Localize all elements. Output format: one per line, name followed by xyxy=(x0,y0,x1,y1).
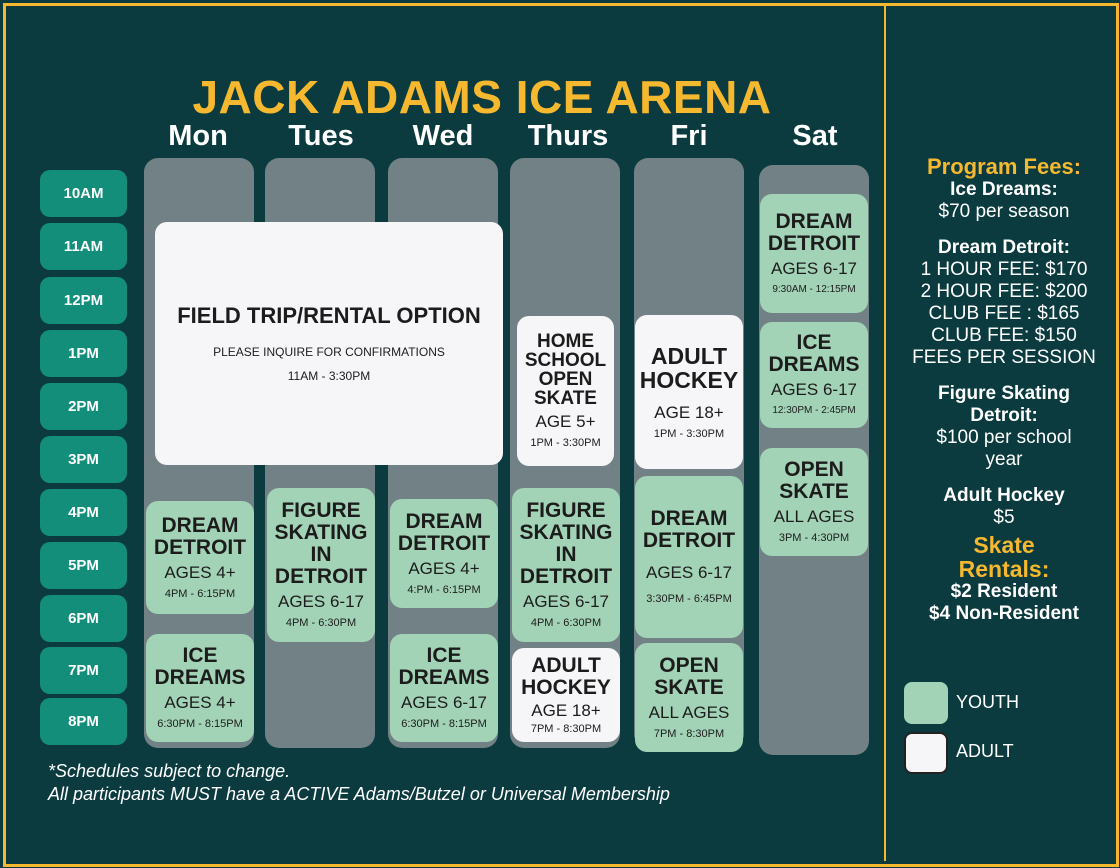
program-fees-panel xyxy=(888,155,1120,625)
fees-divider xyxy=(884,3,886,861)
event-time: 6:30PM - 8:15PM xyxy=(401,718,487,730)
fee-value: 2 HOUR FEE: $200 xyxy=(920,281,1088,302)
fee-value: $5 xyxy=(993,507,1015,528)
event-tue-figure-skating xyxy=(267,488,375,642)
day-header-fri: Fri xyxy=(670,120,708,152)
day-header-thurs: Thurs xyxy=(527,120,609,152)
rental-price: $4 Non-Resident xyxy=(929,603,1079,624)
fee-value: year xyxy=(985,449,1023,470)
fee-value: $70 per season xyxy=(938,201,1070,222)
event-time: 4:PM - 6:15PM xyxy=(407,583,481,596)
event-name: HOME SCHOOL OPEN SKATE xyxy=(524,331,607,409)
event-ages: AGE 18+ xyxy=(531,700,601,720)
day-header-sat: Sat xyxy=(792,120,838,152)
event-ages: AGES 6-17 xyxy=(278,592,364,611)
fee-label: Dream Detroit: xyxy=(938,237,1070,258)
event-fri-open-skate xyxy=(635,643,743,752)
time-label: 6PM xyxy=(40,595,127,642)
fee-value: CLUB FEE : $165 xyxy=(928,303,1080,324)
time-label: 3PM xyxy=(40,436,127,483)
fee-value: CLUB FEE: $150 xyxy=(931,325,1077,346)
legend-youth-label: YOUTH xyxy=(956,692,1019,712)
event-name: OPEN SKATE xyxy=(654,653,724,699)
time-label: 1PM xyxy=(40,330,127,377)
event-name: OPEN SKATE xyxy=(779,458,849,503)
time-label: 7PM xyxy=(40,647,127,694)
event-thu-home-school-open-skate xyxy=(517,316,614,466)
event-time: 4PM - 6:15PM xyxy=(164,587,236,600)
day-header-wed: Wed xyxy=(412,120,474,152)
day-header-mon: Mon xyxy=(168,120,228,152)
rentals-heading: Rentals: xyxy=(958,556,1050,582)
event-ages: AGES 4+ xyxy=(164,562,236,582)
fees-heading: Program Fees: xyxy=(926,154,1082,179)
event-ages: AGES 4+ xyxy=(408,558,480,578)
event-name: FIGURE SKATING IN DETROIT xyxy=(274,499,368,588)
event-time: 7PM - 8:30PM xyxy=(530,722,602,735)
time-label: 12PM xyxy=(40,277,127,324)
event-name: FIGURE SKATING IN DETROIT xyxy=(519,499,613,588)
event-field-trip-rental xyxy=(155,222,503,465)
page-title: JACK ADAMS ICE ARENA xyxy=(192,71,772,123)
event-note: PLEASE INQUIRE FOR CONFIRMATIONS xyxy=(213,344,445,359)
event-time: 4PM - 6:30PM xyxy=(530,617,602,629)
event-ages: AGES 6-17 xyxy=(771,380,857,399)
event-name: DREAM DETROIT xyxy=(397,509,491,555)
note-line: All participants MUST have a ACTIVE Adams/Butzel or Universal Membership xyxy=(48,784,670,804)
time-label: 8PM xyxy=(40,698,127,745)
rental-price: $2 Resident xyxy=(950,581,1058,602)
event-wed-dream-detroit xyxy=(390,499,498,608)
rentals-heading: Skate xyxy=(973,532,1035,558)
event-name: ICE DREAMS xyxy=(154,644,246,689)
fee-label: Ice Dreams: xyxy=(950,179,1058,200)
event-time: 9:30AM - 12:15PM xyxy=(772,283,856,295)
event-wed-ice-dreams xyxy=(390,634,498,742)
event-ages: AGE 18+ xyxy=(654,402,724,422)
time-label: 11AM xyxy=(40,223,127,270)
event-ages: AGE 5+ xyxy=(535,412,596,431)
event-ages: AGES 6-17 xyxy=(771,258,857,278)
event-time: 1PM - 3:30PM xyxy=(530,437,601,449)
event-name: ADULT HOCKEY xyxy=(639,342,739,393)
event-ages: AGES 6-17 xyxy=(646,563,732,582)
legend-adult-label: ADULT xyxy=(956,741,1014,761)
event-mon-dream-detroit xyxy=(146,501,254,614)
event-ages: AGES 6-17 xyxy=(401,693,487,712)
event-sat-open-skate xyxy=(760,448,868,556)
event-ages: ALL AGES xyxy=(648,702,730,722)
event-name: DREAM DETROIT xyxy=(767,209,861,255)
event-fri-dream-detroit xyxy=(635,476,743,638)
event-name: ICE DREAMS xyxy=(398,644,490,689)
event-name: ICE DREAMS xyxy=(768,331,860,376)
event-time: 4PM - 6:30PM xyxy=(285,617,357,629)
event-time: 3:30PM - 6:45PM xyxy=(646,593,732,605)
event-ages: AGES 4+ xyxy=(164,693,236,712)
time-label: 2PM xyxy=(40,383,127,430)
event-time: 1PM - 3:30PM xyxy=(653,427,725,440)
event-mon-ice-dreams xyxy=(146,634,254,742)
legend-adult-swatch xyxy=(904,732,948,774)
fee-label: Detroit: xyxy=(970,405,1038,426)
time-label: 5PM xyxy=(40,542,127,589)
event-time: 11AM - 3:30PM xyxy=(287,368,371,383)
day-header-tues: Tues xyxy=(288,120,354,152)
event-time: 3PM - 4:30PM xyxy=(778,532,850,544)
event-fri-adult-hockey xyxy=(635,315,743,469)
event-thu-figure-skating xyxy=(512,488,620,642)
schedule-notes xyxy=(48,760,670,806)
event-ages: AGES 6-17 xyxy=(523,592,609,611)
event-sat-dream-detroit xyxy=(760,194,868,313)
event-ages: ALL AGES xyxy=(773,507,855,526)
legend-youth-swatch xyxy=(904,682,948,724)
event-thu-adult-hockey xyxy=(512,648,620,742)
event-time: 6:30PM - 8:15PM xyxy=(157,718,243,730)
fee-value: $100 per school xyxy=(936,427,1072,448)
event-name: DREAM DETROIT xyxy=(642,507,736,552)
fee-label: Adult Hockey xyxy=(943,485,1065,506)
event-name: ADULT HOCKEY xyxy=(521,653,611,699)
time-label: 10AM xyxy=(40,170,127,217)
note-line: *Schedules subject to change. xyxy=(48,761,291,781)
fee-value: FEES PER SESSION xyxy=(912,347,1096,368)
event-time: 7PM - 8:30PM xyxy=(653,727,725,740)
event-name: DREAM DETROIT xyxy=(153,513,247,559)
event-time: 12:30PM - 2:45PM xyxy=(772,405,856,416)
time-label: 4PM xyxy=(40,489,127,536)
fee-value: 1 HOUR FEE: $170 xyxy=(920,259,1088,280)
event-name: FIELD TRIP/RENTAL OPTION xyxy=(177,302,481,328)
fee-label: Figure Skating xyxy=(938,383,1070,404)
event-sat-ice-dreams xyxy=(760,322,868,428)
